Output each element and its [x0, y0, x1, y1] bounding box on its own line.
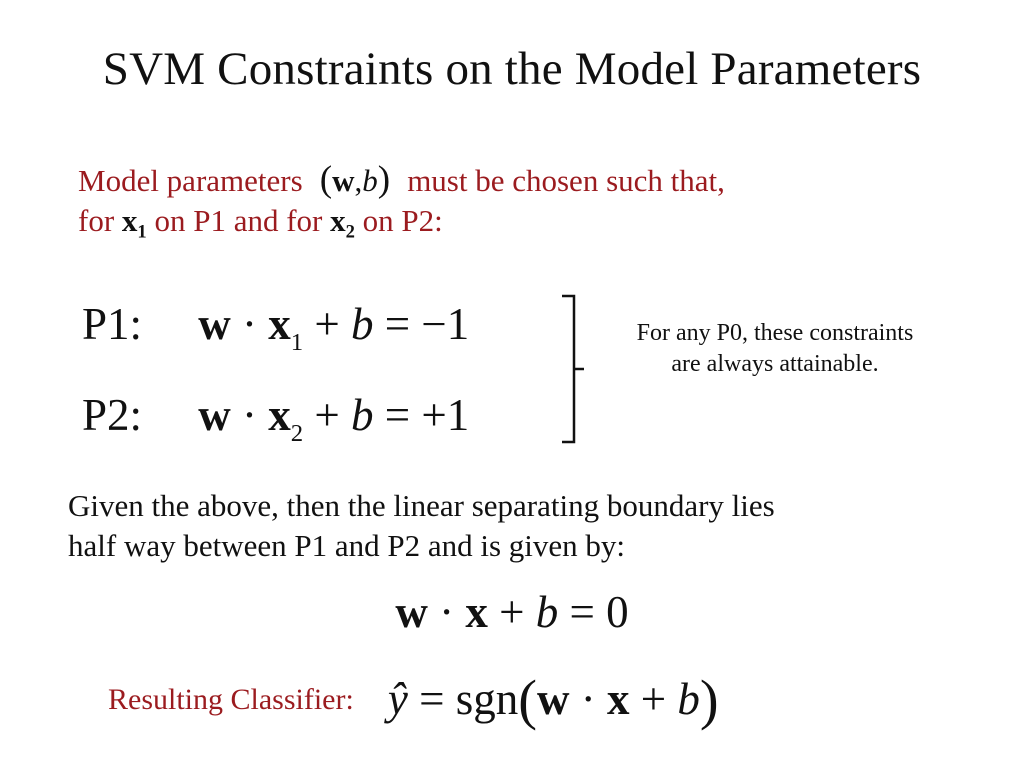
math-w: w	[395, 587, 428, 637]
math-b: b	[535, 587, 559, 637]
math-plus: +	[487, 587, 536, 637]
math-x: x	[268, 390, 291, 440]
math-x1	[121, 203, 147, 243]
right-bracket	[560, 294, 590, 444]
math-b: b	[351, 299, 374, 349]
math-x: x	[330, 203, 346, 238]
constraint-note: For any P0, these constraints are always attainable.	[636, 320, 914, 377]
equation-label: P1:	[82, 299, 143, 349]
math-w: w	[198, 299, 231, 349]
math-w: w	[198, 390, 231, 440]
given-text	[68, 486, 775, 566]
equation-label: P2:	[82, 390, 143, 440]
intro-text-c: for	[78, 203, 115, 238]
math-dot: ·	[569, 673, 607, 724]
math-rhs: = −1	[384, 299, 470, 349]
math-plus: +	[314, 390, 340, 440]
math-sub: 2	[290, 420, 304, 448]
equation-p2	[82, 389, 469, 448]
math-sub-2: 2	[345, 221, 355, 243]
math-x: x	[121, 203, 138, 238]
math-dot: ·	[242, 299, 257, 349]
equation-p1	[82, 298, 469, 357]
intro-line-2	[78, 201, 725, 253]
math-sub-1: 1	[137, 221, 147, 243]
paren-open: (	[310, 159, 333, 200]
math-x: x	[268, 299, 291, 349]
paren-close: )	[699, 669, 719, 731]
intro-text-b: must be chosen such that,	[407, 163, 725, 198]
boundary-equation	[0, 586, 1024, 638]
intro-text	[78, 160, 725, 253]
classifier-row	[108, 668, 719, 732]
math-w: w	[332, 163, 355, 198]
paren-open: (	[518, 669, 537, 731]
math-x: x	[606, 673, 630, 724]
given-line-1: Given the above, then the linear separating boundary lies	[68, 488, 775, 523]
math-plus: +	[314, 299, 340, 349]
math-rhs: = 0	[558, 587, 629, 637]
intro-text-e: on P2:	[362, 203, 443, 238]
math-dot: ·	[242, 390, 257, 440]
intro-text-d: on P1 and for	[154, 203, 323, 238]
math-b: b	[677, 673, 700, 724]
math-plus: +	[629, 673, 678, 724]
math-sub: 1	[290, 329, 304, 357]
intro-text-a: Model parameters	[78, 163, 303, 198]
math-w: w	[536, 673, 570, 724]
math-x: x	[465, 587, 488, 637]
math-dot: ·	[427, 587, 466, 637]
math-b: b	[351, 390, 374, 440]
math-x2	[330, 203, 355, 243]
math-rhs: = +1	[384, 390, 470, 440]
classifier-equation	[387, 669, 719, 731]
paren-close: )	[377, 159, 400, 200]
math-sgn: = sgn	[407, 673, 519, 724]
math-comma: ,	[354, 163, 363, 198]
intro-line-1	[78, 160, 725, 201]
slide-title: SVM Constraints on the Model Parameters	[102, 43, 922, 95]
given-line-2: half way between P1 and P2 and is given by:	[68, 528, 626, 563]
classifier-label: Resulting Classifier:	[108, 683, 354, 716]
math-yhat: ŷ	[387, 673, 408, 724]
math-b: b	[362, 163, 378, 198]
